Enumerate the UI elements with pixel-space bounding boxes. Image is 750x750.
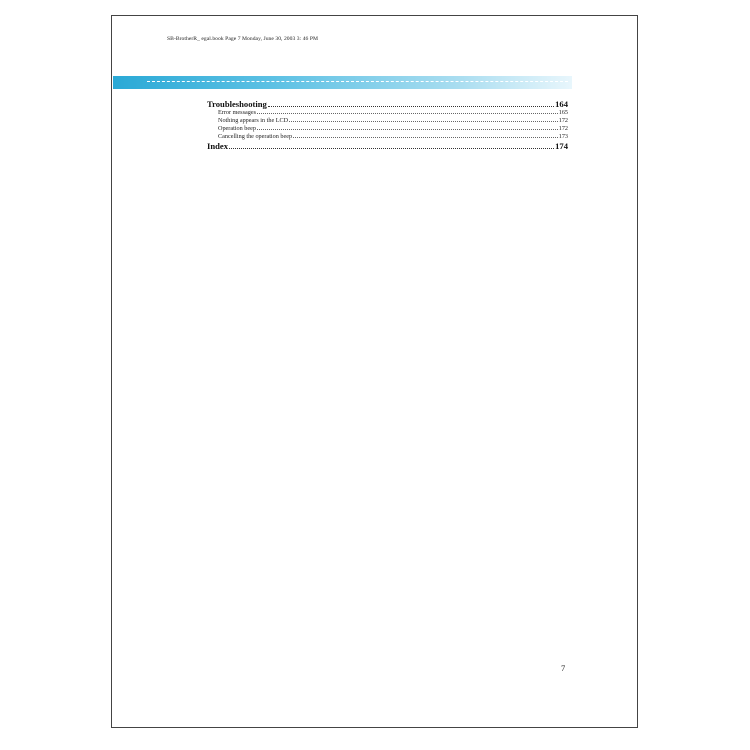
band-dashes bbox=[147, 81, 568, 82]
toc-entry-page: 164 bbox=[555, 99, 568, 109]
toc-entry-title: Troubleshooting bbox=[207, 99, 267, 109]
toc-entry-page: 165 bbox=[558, 109, 568, 116]
dot-leader bbox=[257, 113, 558, 114]
document-page bbox=[111, 15, 638, 728]
toc-entry-error-messages[interactable] bbox=[207, 109, 568, 117]
toc-entry-nothing-appears[interactable] bbox=[207, 117, 568, 125]
toc-entry-page: 173 bbox=[558, 133, 568, 140]
toc-entry-troubleshooting[interactable] bbox=[207, 99, 568, 109]
toc-entry-title: Operation beep bbox=[218, 125, 256, 132]
toc-entry-page: 172 bbox=[558, 117, 568, 124]
dot-leader bbox=[268, 106, 554, 107]
dot-leader bbox=[293, 137, 558, 138]
toc-entry-title: Error messages bbox=[218, 109, 256, 116]
section-band bbox=[113, 76, 572, 89]
dot-leader bbox=[229, 148, 554, 149]
toc-entry-title: Index bbox=[207, 141, 229, 151]
toc-entry-cancelling-beep[interactable] bbox=[207, 133, 568, 141]
toc-entry-title: Nothing appears in the LCD bbox=[218, 117, 289, 124]
page-header-text: SB-BrotherR_ egal.book Page 7 Monday, June 30, 2003 3: 46 PM bbox=[167, 36, 319, 42]
table-of-contents bbox=[207, 99, 568, 151]
dot-leader bbox=[257, 129, 558, 130]
page-number: 7 bbox=[561, 663, 566, 673]
toc-entry-title: Cancelling the operation beep bbox=[218, 133, 293, 140]
toc-entry-page: 174 bbox=[555, 141, 568, 151]
toc-entry-operation-beep[interactable] bbox=[207, 125, 568, 133]
toc-entry-index[interactable] bbox=[207, 141, 568, 151]
toc-entry-page: 172 bbox=[558, 125, 568, 132]
dot-leader bbox=[289, 121, 558, 122]
